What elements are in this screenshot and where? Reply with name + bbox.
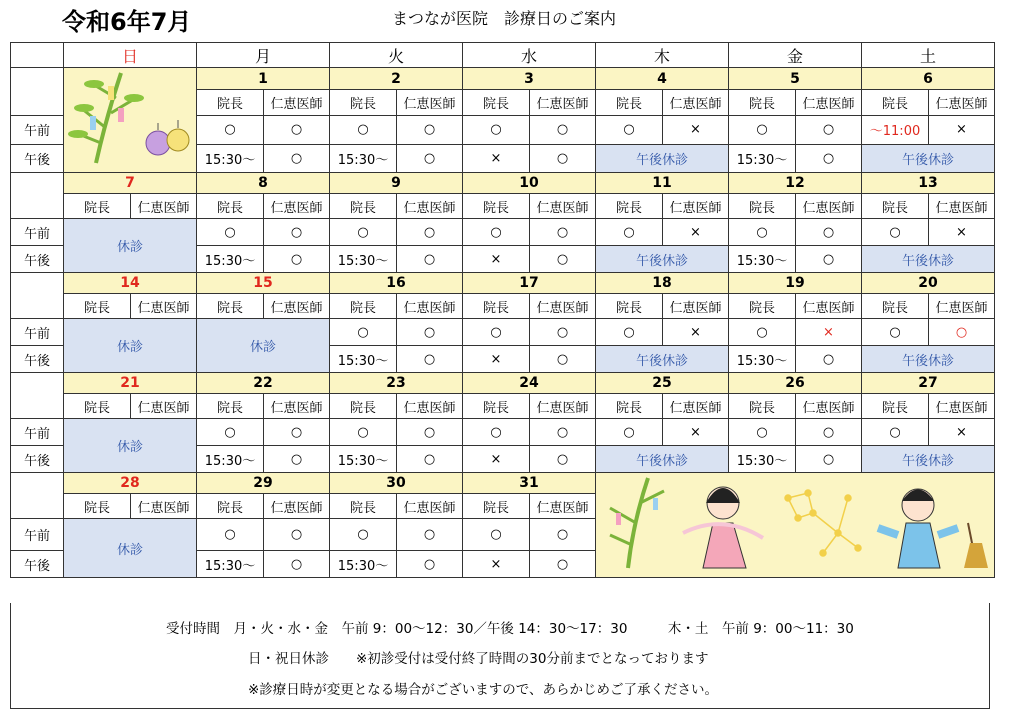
date-row — [11, 68, 995, 90]
status-cell: 15:30～ — [330, 446, 397, 473]
doctor-label: 院長 — [197, 494, 264, 519]
doctor-label: 院長 — [197, 394, 264, 419]
afternoon-closed-cell: 午後休診 — [862, 346, 995, 373]
date-number: 17 — [463, 273, 596, 294]
doctor-label: 院長 — [862, 394, 929, 419]
status-cell: ○ — [796, 116, 862, 144]
doctor-label: 仁恵医師 — [264, 90, 330, 116]
closed-day-cell: 休診 — [64, 519, 197, 578]
am-label: 午前 — [11, 519, 64, 551]
status-cell: × — [663, 319, 729, 346]
date-number: 19 — [729, 273, 862, 294]
afternoon-closed-cell: 午後休診 — [862, 144, 995, 172]
doctor-row — [11, 194, 995, 219]
status-cell: 15:30～ — [197, 446, 264, 473]
status-cell: ○ — [729, 419, 796, 446]
status-cell: ○ — [796, 346, 862, 373]
status-cell: ○ — [264, 219, 330, 246]
row-label-blank — [11, 373, 64, 419]
doctor-label: 院長 — [729, 194, 796, 219]
status-cell: 15:30～ — [197, 144, 264, 172]
afternoon-closed-cell: 午後休診 — [596, 144, 729, 172]
doctor-row — [11, 294, 995, 319]
status-cell: × — [929, 116, 995, 144]
weekday-4: 木 — [596, 43, 729, 68]
date-number: 7 — [64, 173, 197, 194]
orihime-icon — [683, 487, 763, 568]
doctor-label: 仁恵医師 — [796, 90, 862, 116]
status-cell: × — [463, 144, 530, 172]
date-number: 11 — [596, 173, 729, 194]
row-label-blank — [11, 68, 64, 116]
doctor-label: 院長 — [862, 294, 929, 319]
date-number: 3 — [463, 68, 596, 90]
lantern-icon — [146, 120, 189, 155]
status-cell: ○ — [264, 551, 330, 578]
date-number: 22 — [197, 373, 330, 394]
change-notice: ※診療日時が変更となる場合がございますので、あらかじめご了承ください。 — [248, 682, 719, 698]
doctor-label: 院長 — [729, 90, 796, 116]
doctor-label: 院長 — [330, 90, 397, 116]
status-cell: ○ — [530, 116, 596, 144]
status-cell: 15:30～ — [729, 446, 796, 473]
doctor-label: 院長 — [463, 494, 530, 519]
footer-info — [10, 603, 990, 709]
row-label-blank — [11, 173, 64, 219]
date-number: 25 — [596, 373, 729, 394]
status-cell: 15:30～ — [729, 346, 796, 373]
doctor-label: 仁恵医師 — [663, 394, 729, 419]
tanabata-decoration — [64, 68, 197, 173]
date-number: 27 — [862, 373, 995, 394]
status-cell: ○ — [530, 551, 596, 578]
date-number: 13 — [862, 173, 995, 194]
date-number: 30 — [330, 473, 463, 494]
status-cell: ○ — [530, 319, 596, 346]
status-cell: ○ — [197, 519, 264, 551]
status-cell: × — [463, 446, 530, 473]
status-cell: ○ — [264, 446, 330, 473]
doctor-label: 院長 — [596, 294, 663, 319]
status-cell: 15:30～ — [729, 144, 796, 172]
status-cell: × — [796, 319, 862, 346]
doctor-label: 院長 — [463, 194, 530, 219]
status-cell: ○ — [330, 319, 397, 346]
status-cell: 15:30～ — [330, 551, 397, 578]
doctor-label: 仁恵医師 — [929, 90, 995, 116]
status-cell: ○ — [530, 519, 596, 551]
weekday-2: 火 — [330, 43, 463, 68]
status-cell: × — [663, 419, 729, 446]
status-cell: ○ — [463, 419, 530, 446]
status-cell: 15:30～ — [330, 144, 397, 172]
date-row — [11, 373, 995, 394]
doctor-label: 仁恵医師 — [264, 294, 330, 319]
status-cell: ○ — [862, 419, 929, 446]
date-number: 1 — [197, 68, 330, 90]
date-number: 31 — [463, 473, 596, 494]
status-cell: ○ — [330, 116, 397, 144]
closed-day-cell: 休診 — [64, 419, 197, 473]
status-cell: ○ — [530, 346, 596, 373]
doctor-label: 院長 — [463, 394, 530, 419]
date-number: 14 — [64, 273, 197, 294]
doctor-label: 仁恵医師 — [264, 494, 330, 519]
status-cell: ○ — [596, 219, 663, 246]
date-row — [11, 173, 995, 194]
weekday-5: 金 — [729, 43, 862, 68]
page-title: 令和6年7月 — [62, 8, 192, 36]
date-number: 21 — [64, 373, 197, 394]
status-cell: ○ — [397, 246, 463, 273]
status-cell: ○ — [530, 419, 596, 446]
doctor-label: 仁恵医師 — [530, 394, 596, 419]
status-cell: ○ — [530, 144, 596, 172]
pm-label: 午後 — [11, 446, 64, 473]
am-label: 午前 — [11, 219, 64, 246]
date-number: 9 — [330, 173, 463, 194]
clinic-subtitle: まつなが医院 診療日のご案内 — [392, 9, 617, 28]
doctor-label: 仁恵医師 — [131, 394, 197, 419]
status-cell: ○ — [729, 116, 796, 144]
status-cell: ～11:00 — [862, 116, 929, 144]
status-cell: ○ — [463, 116, 530, 144]
date-number: 20 — [862, 273, 995, 294]
status-cell: × — [663, 219, 729, 246]
doctor-label: 院長 — [596, 90, 663, 116]
doctor-label: 仁恵医師 — [397, 494, 463, 519]
date-number: 28 — [64, 473, 197, 494]
status-cell: ○ — [330, 219, 397, 246]
weekday-3: 水 — [463, 43, 596, 68]
doctor-label: 仁恵医師 — [796, 194, 862, 219]
status-cell: × — [929, 419, 995, 446]
doctor-label: 仁恵医師 — [530, 194, 596, 219]
am-label: 午前 — [11, 116, 64, 144]
doctor-label: 院長 — [197, 294, 264, 319]
am-row — [11, 419, 995, 446]
status-cell: ○ — [596, 116, 663, 144]
status-cell: ○ — [530, 446, 596, 473]
status-cell: ○ — [197, 219, 264, 246]
status-cell: ○ — [397, 346, 463, 373]
afternoon-closed-cell: 午後休診 — [596, 246, 729, 273]
doctor-label: 仁恵医師 — [131, 194, 197, 219]
doctor-label: 院長 — [64, 294, 131, 319]
doctor-label: 院長 — [596, 194, 663, 219]
doctor-label: 仁恵医師 — [131, 494, 197, 519]
am-label: 午前 — [11, 419, 64, 446]
date-number: 5 — [729, 68, 862, 90]
doctor-label: 院長 — [729, 394, 796, 419]
afternoon-closed-cell: 午後休診 — [862, 446, 995, 473]
corner-cell — [11, 43, 64, 68]
date-number: 2 — [330, 68, 463, 90]
closed-day-cell: 休診 — [64, 319, 197, 373]
doctor-label: 院長 — [862, 90, 929, 116]
status-cell: ○ — [596, 319, 663, 346]
status-cell: ○ — [397, 519, 463, 551]
status-cell: × — [463, 551, 530, 578]
status-cell: × — [463, 246, 530, 273]
doctor-label: 院長 — [197, 194, 264, 219]
doctor-label: 院長 — [64, 394, 131, 419]
date-number: 16 — [330, 273, 463, 294]
doctor-label: 仁恵医師 — [397, 394, 463, 419]
doctor-label: 院長 — [729, 294, 796, 319]
status-cell: ○ — [796, 219, 862, 246]
date-number: 18 — [596, 273, 729, 294]
doctor-label: 仁恵医師 — [397, 194, 463, 219]
status-cell: ○ — [397, 446, 463, 473]
status-cell: ○ — [862, 319, 929, 346]
date-number: 6 — [862, 68, 995, 90]
doctor-label: 仁恵医師 — [663, 90, 729, 116]
status-cell: ○ — [264, 116, 330, 144]
status-cell: × — [929, 219, 995, 246]
date-number: 23 — [330, 373, 463, 394]
afternoon-closed-cell: 午後休診 — [862, 246, 995, 273]
hikoboshi-icon — [878, 489, 988, 568]
status-cell: ○ — [729, 319, 796, 346]
afternoon-closed-cell: 午後休診 — [596, 446, 729, 473]
weekday-1: 月 — [197, 43, 330, 68]
status-cell: ○ — [397, 319, 463, 346]
doctor-label: 仁恵医師 — [663, 194, 729, 219]
closed-day-cell: 休診 — [64, 219, 197, 273]
doctor-label: 院長 — [330, 294, 397, 319]
am-row — [11, 319, 995, 346]
doctor-label: 仁恵医師 — [530, 294, 596, 319]
doctor-label: 仁恵医師 — [796, 294, 862, 319]
am-row — [11, 219, 995, 246]
pm-label: 午後 — [11, 551, 64, 578]
doctor-label: 院長 — [862, 194, 929, 219]
status-cell: ○ — [397, 219, 463, 246]
status-cell: 15:30～ — [330, 246, 397, 273]
status-cell: ○ — [330, 419, 397, 446]
status-cell: ○ — [596, 419, 663, 446]
date-row — [11, 273, 995, 294]
status-cell: ○ — [197, 116, 264, 144]
status-cell: ○ — [264, 246, 330, 273]
doctor-label: 院長 — [596, 394, 663, 419]
status-cell: × — [463, 346, 530, 373]
date-number: 24 — [463, 373, 596, 394]
doctor-label: 仁恵医師 — [264, 194, 330, 219]
status-cell: ○ — [796, 419, 862, 446]
status-cell: ○ — [330, 519, 397, 551]
doctor-label: 院長 — [64, 494, 131, 519]
status-cell: ○ — [397, 551, 463, 578]
doctor-label: 仁恵医師 — [929, 294, 995, 319]
doctor-label: 仁恵医師 — [264, 394, 330, 419]
status-cell: × — [663, 116, 729, 144]
am-label: 午前 — [11, 319, 64, 346]
row-label-blank — [11, 273, 64, 319]
weekday-header-row — [11, 43, 995, 68]
date-number: 12 — [729, 173, 862, 194]
closed-day-cell: 休診 — [197, 319, 330, 373]
doctor-label: 仁恵医師 — [530, 90, 596, 116]
status-cell: 15:30～ — [330, 346, 397, 373]
weekday-6: 土 — [862, 43, 995, 68]
date-number: 15 — [197, 273, 330, 294]
date-number: 29 — [197, 473, 330, 494]
doctor-label: 院長 — [330, 194, 397, 219]
status-cell: ○ — [796, 446, 862, 473]
doctor-label: 仁恵医師 — [796, 394, 862, 419]
status-cell: ○ — [796, 144, 862, 172]
holiday-note: 日・祝日休診 ※初診受付は受付終了時間の30分前までとなっております — [248, 651, 709, 667]
constellation-icon — [785, 490, 861, 556]
doctor-label: 院長 — [330, 494, 397, 519]
status-cell: ○ — [729, 219, 796, 246]
status-cell: ○ — [264, 519, 330, 551]
doctor-label: 仁恵医師 — [131, 294, 197, 319]
weekday-0: 日 — [64, 43, 197, 68]
doctor-label: 院長 — [197, 90, 264, 116]
doctor-label: 仁恵医師 — [929, 194, 995, 219]
date-number: 4 — [596, 68, 729, 90]
doctor-label: 仁恵医師 — [530, 494, 596, 519]
doctor-row — [11, 394, 995, 419]
doctor-label: 仁恵医師 — [397, 90, 463, 116]
date-number: 26 — [729, 373, 862, 394]
status-cell: 15:30～ — [729, 246, 796, 273]
status-cell: ○ — [397, 116, 463, 144]
status-cell: ○ — [463, 519, 530, 551]
status-cell: ○ — [397, 144, 463, 172]
row-label-blank — [11, 473, 64, 519]
pm-label: 午後 — [11, 346, 64, 373]
status-cell: 15:30～ — [197, 551, 264, 578]
status-cell: ○ — [397, 419, 463, 446]
status-cell: ○ — [463, 219, 530, 246]
status-cell: 15:30～ — [197, 246, 264, 273]
tanabata-illustration — [596, 473, 995, 578]
doctor-label: 院長 — [463, 294, 530, 319]
date-row — [11, 473, 995, 494]
status-cell: ○ — [796, 246, 862, 273]
date-number: 8 — [197, 173, 330, 194]
status-cell: ○ — [197, 419, 264, 446]
status-cell: ○ — [862, 219, 929, 246]
doctor-label: 院長 — [64, 194, 131, 219]
reception-hours: 受付時間 月・火・水・金 午前 9：00～12：30／午後 14：30～17：30 木・土 午前 9：00～11：30 — [166, 621, 854, 637]
date-number: 10 — [463, 173, 596, 194]
doctor-label: 院長 — [463, 90, 530, 116]
bamboo-icon — [66, 68, 194, 168]
status-cell: ○ — [530, 246, 596, 273]
pm-label: 午後 — [11, 144, 64, 172]
doctor-label: 仁恵医師 — [663, 294, 729, 319]
doctor-label: 仁恵医師 — [929, 394, 995, 419]
status-cell: ○ — [929, 319, 995, 346]
status-cell: ○ — [264, 419, 330, 446]
status-cell: ○ — [530, 219, 596, 246]
doctor-label: 院長 — [330, 394, 397, 419]
calendar-table — [10, 42, 995, 578]
status-cell: ○ — [264, 144, 330, 172]
bamboo-icon — [610, 478, 664, 568]
afternoon-closed-cell: 午後休診 — [596, 346, 729, 373]
doctor-label: 仁恵医師 — [397, 294, 463, 319]
status-cell: ○ — [463, 319, 530, 346]
pm-label: 午後 — [11, 246, 64, 273]
